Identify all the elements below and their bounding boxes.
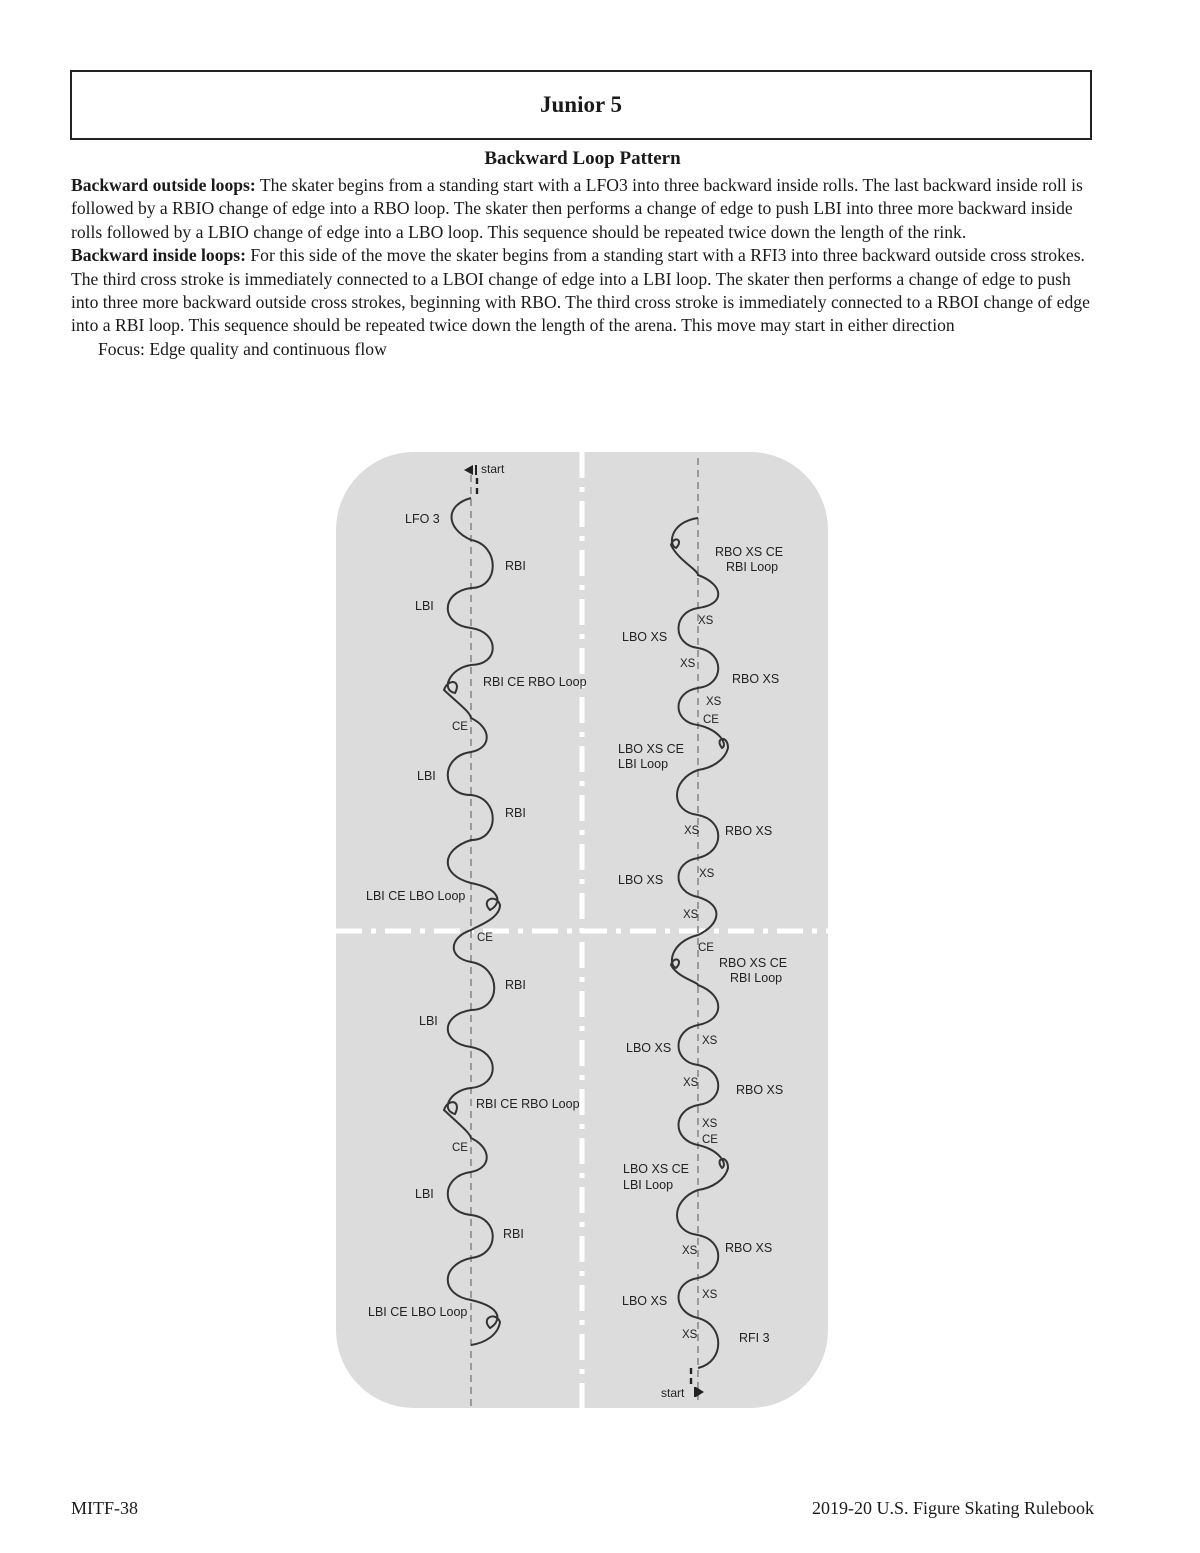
label-ce-1: CE	[452, 721, 468, 733]
label-start-left: start	[481, 462, 505, 476]
label-rbo-xs-4: RBO XS	[725, 1241, 773, 1255]
page-number: MITF-38	[71, 1498, 138, 1518]
inside-loops-paragraph	[71, 244, 1099, 338]
label-lbi-2: LBI	[417, 769, 436, 783]
page-title: Junior 5	[539, 92, 623, 117]
label-xs-12: XS	[682, 1329, 698, 1341]
label-xs-5: XS	[699, 868, 715, 880]
label-rbo-xs-3: RBO XS	[736, 1083, 784, 1097]
label-ce-r1: CE	[703, 714, 719, 726]
label-lbi-3: LBI	[419, 1014, 438, 1028]
inside-loops-label: Backward inside loops:	[71, 245, 246, 266]
label-lbo-xs-3: LBO XS	[626, 1041, 672, 1055]
label-rfi3: RFI 3	[739, 1331, 770, 1345]
label-rbi-loop-2: RBI Loop	[730, 971, 783, 985]
label-xs-8: XS	[683, 1077, 699, 1089]
outside-loops-text: The skater begins from a standing start with a LFO3 into three backward inside rolls. The last backward inside roll is followed by a RBIO change of edge into a RBO loop. The skater then performs a change of edge to push LBI into three more backward inside rolls followed by a LBIO change of edge into a LBO loop. This sequence should be repeated twice down the length of the rink.	[71, 175, 1083, 242]
label-ce-r3: CE	[702, 1134, 718, 1146]
label-rbi-loop-1: RBI Loop	[726, 560, 779, 574]
label-xs-9: XS	[702, 1118, 718, 1130]
label-lbo-xs-ce-1: LBO XS CE	[618, 742, 684, 756]
label-xs-4: XS	[684, 825, 700, 837]
outside-loops-label: Backward outside loops:	[71, 175, 256, 195]
label-ce-3: CE	[452, 1142, 468, 1154]
label-rbi-ce-rbo-1: RBI CE RBO Loop	[483, 675, 587, 689]
label-xs-7: XS	[702, 1035, 718, 1047]
label-lbi-loop-2: LBI Loop	[623, 1178, 674, 1192]
outside-loops-paragraph	[71, 174, 1099, 244]
label-lbo-xs-1: LBO XS	[622, 630, 668, 644]
label-rbi-ce-rbo-2: RBI CE RBO Loop	[476, 1097, 580, 1111]
label-rbi-2: RBI	[505, 806, 526, 820]
rulebook-title: 2019-20 U.S. Figure Skating Rulebook	[812, 1498, 1094, 1518]
label-rbi-4: RBI	[503, 1227, 524, 1241]
section-title: Backward Loop Pattern	[484, 148, 681, 169]
label-lbi-1: LBI	[415, 599, 434, 613]
label-rbo-xs-1: RBO XS	[732, 672, 780, 686]
label-xs-1: XS	[698, 615, 714, 627]
label-xs-3: XS	[706, 696, 722, 708]
label-lbi-ce-lbo-2: LBI CE LBO Loop	[368, 1305, 468, 1319]
focus-line: Focus: Edge quality and continuous flow	[98, 338, 387, 359]
label-rbo-xs-ce-2: RBO XS CE	[719, 956, 788, 970]
description	[71, 174, 1099, 361]
label-lbo-xs-2: LBO XS	[618, 873, 664, 887]
label-lfo3: LFO 3	[405, 512, 440, 526]
pattern-diagram	[336, 452, 828, 1408]
label-rbo-xs-2: RBO XS	[725, 824, 773, 838]
label-lbi-4: LBI	[415, 1187, 434, 1201]
label-xs-2: XS	[680, 658, 696, 670]
label-lbo-xs-4: LBO XS	[622, 1294, 668, 1308]
title-box	[70, 70, 1092, 140]
label-rbi-3: RBI	[505, 978, 526, 992]
label-xs-6: XS	[683, 909, 699, 921]
label-rbo-xs-ce-1: RBO XS CE	[715, 545, 784, 559]
label-rbi-1: RBI	[505, 559, 526, 573]
label-start-right: start	[661, 1386, 685, 1400]
label-ce-r2: CE	[698, 942, 714, 954]
label-lbo-xs-ce-2: LBO XS CE	[623, 1162, 689, 1176]
label-xs-10: XS	[682, 1245, 698, 1257]
label-lbi-ce-lbo-1: LBI CE LBO Loop	[366, 889, 466, 903]
inside-loops-text: For this side of the move the skater begins from a standing start with a RFI3 into three backward outside cross strokes. The third cross stroke is immediately connected to a LBOI change of edge into a LBI loop. The skater then performs a change of edge to push into three more backward outside cross strokes, beginning with RBO. The third cross stroke is immediately connected to a RBOI change of edge into a RBI loop. This sequence should be repeated twice down the length of the arena. This move may start in either direction	[71, 245, 1090, 336]
label-ce-2: CE	[477, 932, 493, 944]
label-lbi-loop-1: LBI Loop	[618, 757, 669, 771]
label-xs-11: XS	[702, 1289, 718, 1301]
